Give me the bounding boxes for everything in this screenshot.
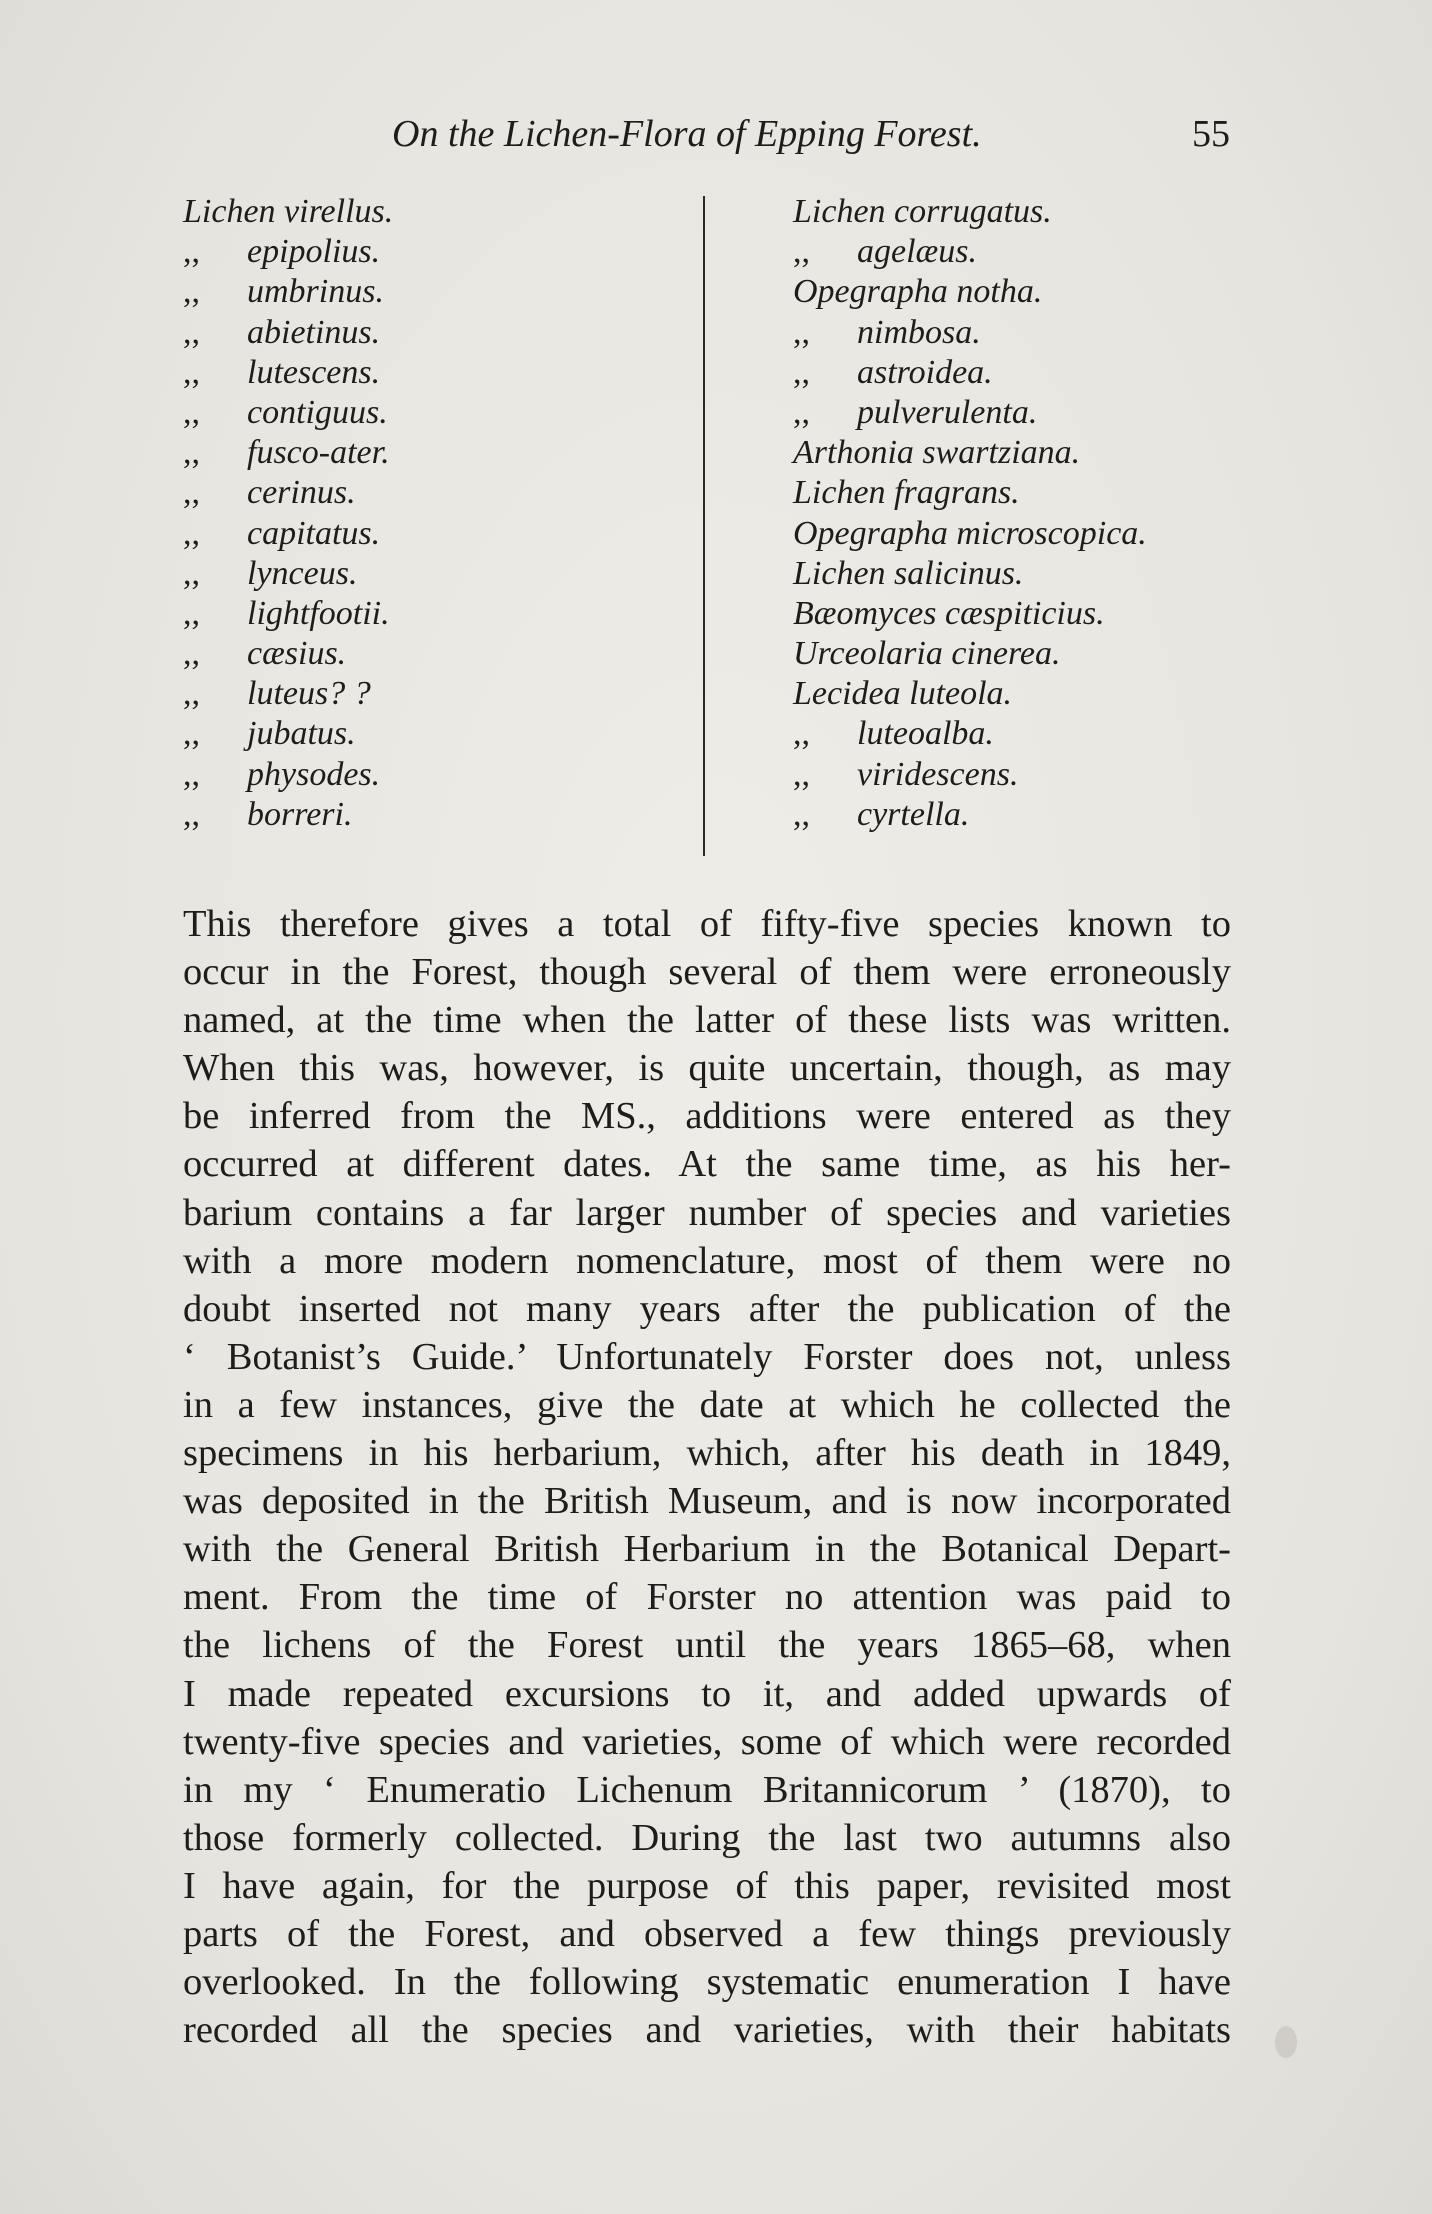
text-line: named, at the time when the latter of these lists was written.	[183, 999, 1231, 1042]
text-line: recorded all the species and varieties, with their habitats	[183, 2009, 1231, 2052]
species-name: capitatus.	[247, 514, 381, 552]
species-entry	[183, 554, 703, 594]
running-title: On the Lichen-Flora of Epping Forest.	[392, 113, 982, 155]
species-entry	[183, 473, 703, 513]
species-name: Lecidea luteola.	[793, 675, 1013, 713]
species-name: Bæomyces cæspiticius.	[793, 594, 1105, 632]
species-entry	[793, 714, 1313, 754]
species-name: Lichen corrugatus.	[793, 193, 1052, 230]
paper-smudge	[1275, 2026, 1297, 2058]
species-entry	[793, 473, 1313, 513]
species-name: jubatus.	[247, 715, 356, 753]
species-name: fusco-ater.	[247, 434, 390, 472]
species-entry	[793, 634, 1313, 674]
text-line: ‘ Botanist’s Guide.’ Unfortunately Forster does not, unless	[183, 1335, 1231, 1378]
species-name: luteus? ?	[247, 675, 371, 713]
species-name: agelæus.	[857, 233, 977, 271]
ditto-mark: ,,	[793, 393, 810, 431]
text-line: occurred at different dates. At the same time, as his her-	[183, 1143, 1231, 1186]
text-line: twenty-five species and varieties, some of which were recorded	[183, 1720, 1231, 1763]
species-entry	[793, 554, 1313, 594]
species-entry	[183, 674, 703, 714]
species-name: nimbosa.	[857, 313, 981, 351]
species-name: luteoalba.	[857, 715, 994, 753]
species-name: physodes.	[247, 755, 381, 793]
ditto-mark: ,,	[183, 675, 200, 713]
species-name: cæsius.	[247, 635, 347, 673]
species-name: lynceus.	[247, 554, 358, 592]
species-name: Arthonia swartziana.	[793, 434, 1081, 472]
species-entry	[183, 755, 703, 795]
species-name: Urceolaria cinerea.	[793, 635, 1061, 673]
species-entry	[793, 594, 1313, 634]
species-name: cerinus.	[247, 474, 356, 512]
species-name: Lichen salicinus.	[793, 554, 1024, 592]
ditto-mark: ,,	[793, 313, 810, 351]
species-name: cyrtella.	[857, 795, 970, 833]
text-line: overlooked. In the following systematic enumeration I have	[183, 1961, 1231, 2004]
species-entry	[183, 353, 703, 393]
species-entry	[793, 232, 1313, 272]
ditto-mark: ,,	[793, 715, 810, 753]
text-line: in my ‘ Enumeratio Lichenum Britannicorum ’ (1870), to	[183, 1768, 1231, 1811]
text-line: with a more modern nomenclature, most of them were no	[183, 1239, 1231, 1282]
text-line: barium contains a far larger number of species and varieties	[183, 1191, 1231, 1234]
species-entry	[793, 353, 1313, 393]
species-name: pulverulenta.	[857, 393, 1038, 431]
ditto-mark: ,,	[793, 353, 810, 391]
species-name: borreri.	[247, 795, 353, 833]
species-name: astroidea.	[857, 353, 993, 391]
species-entry	[793, 393, 1313, 433]
species-entry	[183, 714, 703, 754]
species-entry	[183, 433, 703, 473]
column-divider	[703, 196, 705, 856]
text-line: I made repeated excursions to it, and added upwards of	[183, 1672, 1231, 1715]
ditto-mark: ,,	[183, 795, 200, 833]
species-entry	[183, 232, 703, 272]
text-line: parts of the Forest, and observed a few things previously	[183, 1912, 1231, 1955]
ditto-mark: ,,	[183, 313, 200, 351]
text-line: This therefore gives a total of fifty-five species known to	[183, 903, 1231, 945]
species-entry	[793, 795, 1313, 835]
ditto-mark: ,,	[183, 635, 200, 673]
ditto-mark: ,,	[183, 273, 200, 311]
ditto-mark: ,,	[183, 755, 200, 793]
ditto-mark: ,,	[183, 233, 200, 271]
species-entry	[183, 393, 703, 433]
species-name: viridescens.	[857, 755, 1019, 793]
page-number: 55	[1192, 113, 1230, 155]
species-entry	[183, 272, 703, 312]
species-entry	[793, 433, 1313, 473]
species-entry	[793, 272, 1313, 312]
text-line: When this was, however, is quite uncertain, though, as may	[183, 1047, 1231, 1090]
text-line: occur in the Forest, though several of them were erroneously	[183, 951, 1231, 994]
ditto-mark: ,,	[793, 755, 810, 793]
species-name: lightfootii.	[247, 594, 390, 632]
species-entry	[183, 192, 703, 232]
species-entry	[183, 594, 703, 634]
species-name: Lichen fragrans.	[793, 474, 1020, 512]
text-line: the lichens of the Forest until the years 1865–68, when	[183, 1624, 1231, 1667]
species-entry	[183, 514, 703, 554]
page-header	[0, 108, 1432, 160]
species-name: abietinus.	[247, 313, 381, 351]
species-entry	[183, 634, 703, 674]
species-name: contiguus.	[247, 393, 388, 431]
species-entry	[183, 313, 703, 353]
species-entry	[183, 795, 703, 835]
ditto-mark: ,,	[183, 353, 200, 391]
species-entry	[793, 514, 1313, 554]
text-line: was deposited in the British Museum, and is now incorporated	[183, 1480, 1231, 1523]
text-line: with the General British Herbarium in the Botanical Depart-	[183, 1528, 1231, 1571]
text-line: in a few instances, give the date at which he collected the	[183, 1383, 1231, 1426]
species-name: Opegrapha microscopica.	[793, 514, 1147, 552]
ditto-mark: ,,	[183, 434, 200, 472]
text-line: doubt inserted not many years after the publication of the	[183, 1287, 1231, 1330]
text-line: ment. From the time of Forster no attention was paid to	[183, 1576, 1231, 1619]
ditto-mark: ,,	[793, 795, 810, 833]
species-entry	[793, 755, 1313, 795]
body-paragraph	[183, 900, 1231, 2054]
species-name: epipolius.	[247, 233, 381, 271]
ditto-mark: ,,	[183, 393, 200, 431]
species-list-left	[183, 192, 703, 835]
species-name: lutescens.	[247, 353, 381, 391]
species-name: umbrinus.	[247, 273, 384, 311]
species-name: Opegrapha notha.	[793, 273, 1043, 311]
text-line: those formerly collected. During the last two autumns also	[183, 1816, 1231, 1859]
text-line: I have again, for the purpose of this paper, revisited most	[183, 1864, 1231, 1907]
species-entry	[793, 674, 1313, 714]
ditto-mark: ,,	[183, 554, 200, 592]
species-entry	[793, 192, 1313, 232]
ditto-mark: ,,	[183, 594, 200, 632]
species-entry	[793, 313, 1313, 353]
ditto-mark: ,,	[183, 514, 200, 552]
species-list-right	[793, 192, 1313, 835]
ditto-mark: ,,	[183, 715, 200, 753]
text-line: be inferred from the MS., additions were entered as they	[183, 1095, 1231, 1138]
ditto-mark: ,,	[793, 233, 810, 271]
ditto-mark: ,,	[183, 474, 200, 512]
text-line: specimens in his herbarium, which, after his death in 1849,	[183, 1432, 1231, 1475]
species-name: Lichen virellus.	[183, 193, 394, 230]
